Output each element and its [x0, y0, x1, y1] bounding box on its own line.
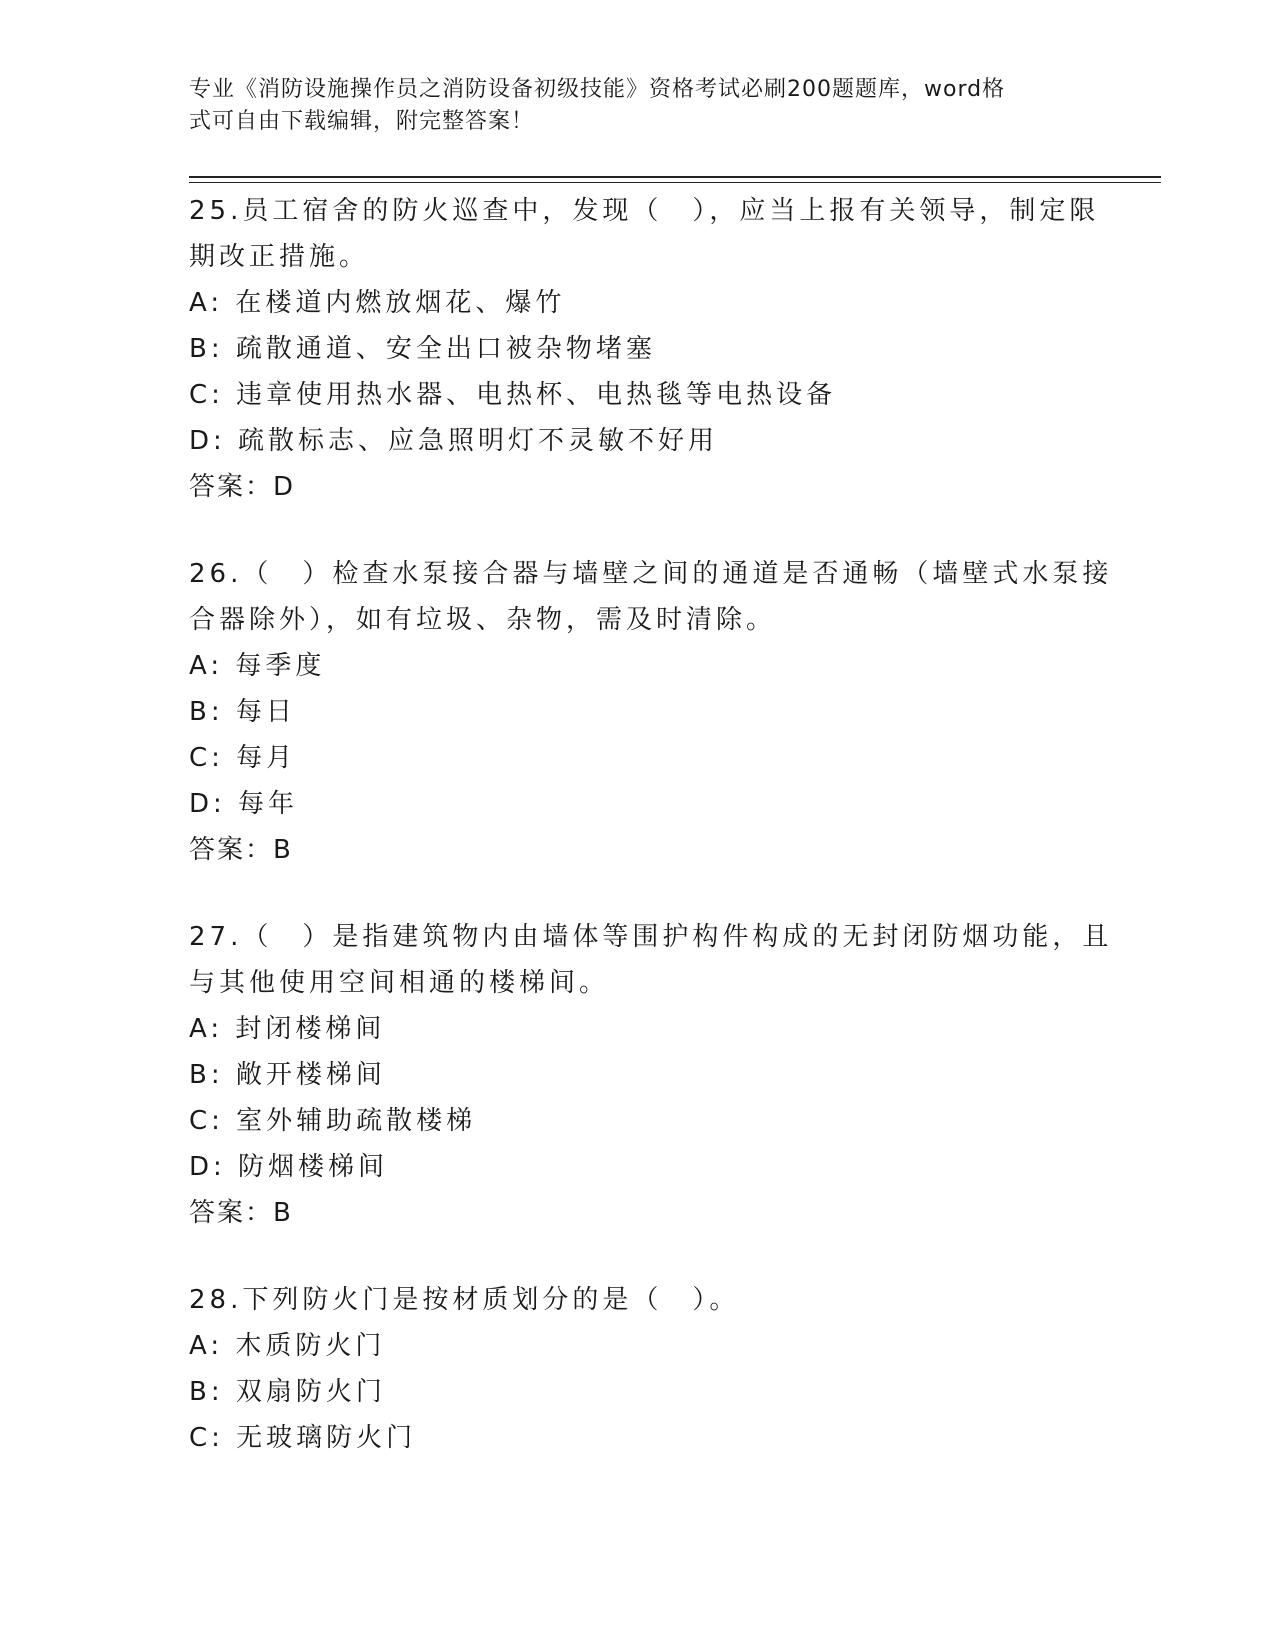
- question-text-line-1: 27.（ ）是指建筑物内由墙体等围护构件构成的无封闭防烟功能，且: [189, 922, 1113, 952]
- option-a: A: 木质防火门: [189, 1331, 386, 1361]
- option-c: C: 违章使用热水器、电热杯、电热毯等电热设备: [189, 380, 837, 410]
- question-text-line-2: 期改正措施。: [189, 242, 370, 272]
- question-text-line-1: 26.（ ）检查水泵接合器与墙壁之间的通道是否通畅（墙壁式水泵接: [189, 559, 1113, 589]
- question-text-line-1: 25.员工宿舍的防火巡查中，发现（ ），应当上报有关领导，制定限: [189, 196, 1100, 226]
- option-c: C: 室外辅助疏散楼梯: [189, 1106, 477, 1136]
- option-a: A: 在楼道内燃放烟花、爆竹: [189, 288, 566, 318]
- option-d: D: 防烟楼梯间: [189, 1152, 389, 1182]
- header-line-2: 式可自由下载编辑，附完整答案！: [189, 109, 535, 134]
- option-c: C: 每月: [189, 743, 297, 773]
- document-header: [189, 74, 1069, 138]
- option-b: B: 双扇防火门: [189, 1377, 386, 1407]
- question-list: [189, 188, 1113, 1502]
- option-c: C: 无玻璃防火门: [189, 1423, 417, 1453]
- answer: 答案：B: [189, 1198, 293, 1228]
- answer: 答案：D: [189, 472, 296, 502]
- question-26: [189, 551, 1113, 873]
- option-a: A: 封闭楼梯间: [189, 1014, 386, 1044]
- question-27: [189, 914, 1113, 1236]
- option-b: B: 敞开楼梯间: [189, 1060, 386, 1090]
- question-25: [189, 188, 1100, 510]
- option-b: B: 疏散通道、安全出口被杂物堵塞: [189, 334, 656, 364]
- option-d: D: 每年: [189, 789, 299, 819]
- header-line-1: 专业《消防设施操作员之消防设备初级技能》资格考试必刷200题题库，word格: [189, 77, 1006, 102]
- header-divider-thick: [189, 176, 1161, 178]
- answer: 答案：B: [189, 835, 293, 865]
- header-divider-thin: [189, 182, 1161, 183]
- question-text-line-2: 合器除外），如有垃圾、杂物，需及时清除。: [189, 605, 777, 635]
- question-28: [189, 1277, 1089, 1461]
- option-d: D: 疏散标志、应急照明灯不灵敏不好用: [189, 426, 719, 456]
- question-text-line-2: 与其他使用空间相通的楼梯间。: [189, 968, 610, 998]
- option-b: B: 每日: [189, 697, 296, 727]
- question-text-line-1: 28.下列防火门是按材质划分的是（ ）。: [189, 1285, 740, 1315]
- option-a: A: 每季度: [189, 651, 326, 681]
